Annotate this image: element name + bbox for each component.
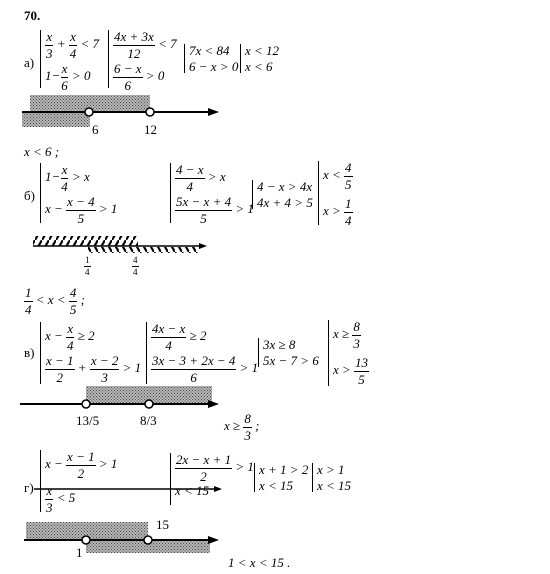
system-v-2: $\frac{4x - x}{4}$ ≥ 2 $\frac{3x - 3 + 2x - 4}{6}$ > 1	[146, 322, 258, 384]
part-label-a: а)	[24, 55, 35, 70]
tick-g-15: 15	[156, 517, 169, 532]
system-g-1: x − $\frac{x - 1}{2}$ > 1 $\frac{x}{3}$ < 5	[40, 450, 117, 512]
system-g-4: x > 1 x < 15	[312, 463, 351, 492]
system-v-3: 3x ≥ 8 5x − 7 > 6	[258, 338, 319, 367]
tick-g-1: 1	[76, 545, 83, 560]
system-v-4: x ≥ $\frac{8}{3}$ x > $\frac{13}{5}$	[328, 320, 369, 386]
answer-v: x ≥ $\frac{8}{3}$ ;	[224, 411, 260, 443]
system-b-1: 1− $\frac{x}{4}$ > x x − $\frac{x - 4}{5}$ > 1	[40, 163, 117, 223]
system-b-3: 4 − x > 4x 4x + 4 > 5	[252, 180, 313, 209]
system-g-2: $\frac{2x - x + 1}{2}$ > 1 x < 15	[170, 453, 254, 505]
answer-b: $\frac{1}{4}$ < x < $\frac{4}{5}$ ;	[25, 285, 85, 317]
tick-b-1-4: $\frac{1}{4}$	[85, 255, 90, 278]
system-a-1: $\frac{x}{3}$ + $\frac{x}{4}$ < 7 1− $\frac{x}{6}$ > 0	[40, 30, 99, 88]
system-b-2: $\frac{4 - x}{4}$ > x $\frac{5x - x + 4}{5}$ > 1	[170, 163, 254, 223]
system-a-4: x < 12 x < 6	[240, 44, 279, 73]
system-b-4: x < $\frac{4}{5}$ x > $\frac{1}{4}$	[318, 161, 353, 225]
tick-a-6: 6	[92, 122, 99, 137]
system-v-1: x − $\frac{x}{4}$ ≥ 2 $\frac{x - 1}{2}$ + $\frac{x - 2}{3}$ > 1	[40, 322, 141, 384]
problem-number: 70.	[24, 8, 41, 23]
system-g-3: x + 1 > 2 x < 15	[254, 463, 308, 492]
tick-b-4-4: $\frac{4}{4}$	[133, 255, 138, 278]
system-a-3: 7x < 84 6 − x > 0	[184, 44, 238, 73]
tick-v-8-3: 8/3	[140, 413, 157, 428]
tick-v-13-5: 13/5	[76, 413, 100, 428]
answer-a: x < 6 ;	[24, 144, 60, 159]
part-label-v: в)	[24, 345, 35, 360]
answer-g: 1 < x < 15 .	[228, 555, 291, 570]
system-a-2: $\frac{4x + 3x}{12}$ < 7 $\frac{6 - x}{6}$ > 0	[108, 30, 177, 88]
part-label-b: б)	[24, 188, 35, 203]
part-label-g: г)	[24, 480, 34, 495]
tick-a-12: 12	[144, 122, 157, 137]
